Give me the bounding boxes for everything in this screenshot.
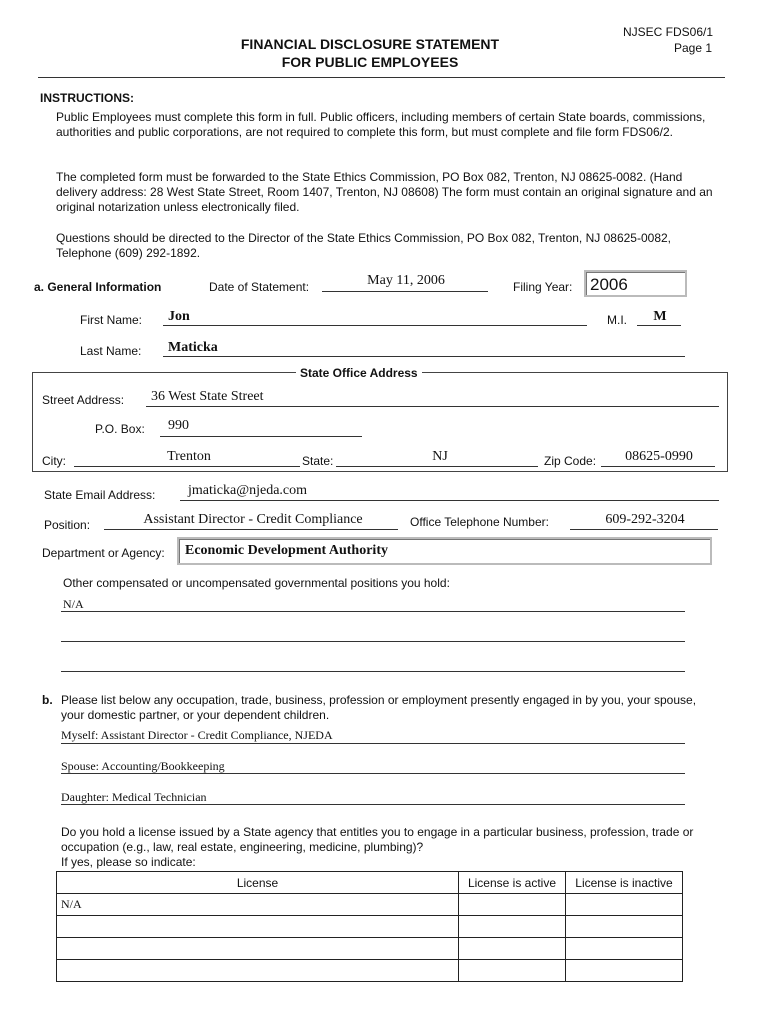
instructions-paragraph-2: The completed form must be forwarded to the State Ethics Commission, PO Box 082, Trenton, NJ 08625-0082. (Hand delivery address: 28 West State Street, Room 1407, Trenton, NJ 08608) The form must contain an original signature and an original notarization unless electronically filed. — [56, 170, 713, 214]
occupation-entry-1[interactable]: Myself: Assistant Director - Credit Compliance, NJEDA — [61, 728, 333, 742]
section-a-heading: a. General Information — [34, 280, 162, 294]
city-underline — [74, 466, 300, 467]
license-table-header — [57, 872, 683, 894]
zip-underline — [601, 466, 715, 467]
license-table — [56, 871, 683, 982]
street-field[interactable]: 36 West State Street — [151, 389, 264, 404]
license-cell[interactable] — [57, 916, 459, 938]
first-name-underline — [163, 325, 587, 326]
dept-value: Economic Development Authority — [185, 543, 388, 558]
table-row — [57, 916, 683, 938]
last-name-field[interactable]: Maticka — [168, 340, 218, 355]
page-number: Page 1 — [674, 41, 713, 55]
city-field[interactable]: Trenton — [167, 449, 211, 464]
active-cell[interactable] — [459, 894, 566, 916]
state-field[interactable]: NJ — [432, 449, 448, 464]
license-question: Do you hold a license issued by a State agency that entitles you to engage in a particular business, profession, trade or occupation (e.g., law, real estate, engineering, medicine, plumbing)? — [61, 825, 694, 854]
phone-underline — [570, 529, 718, 530]
mi-underline — [637, 325, 681, 326]
table-row — [57, 894, 683, 916]
section-b-letter: b. — [42, 693, 53, 707]
po-box-field[interactable]: 990 — [168, 418, 189, 433]
zip-field[interactable]: 08625-0990 — [625, 449, 693, 464]
first-name-label: First Name: — [80, 313, 143, 327]
active-cell[interactable] — [459, 960, 566, 982]
page-subtitle: FOR PUBLIC EMPLOYEES — [281, 54, 459, 70]
inactive-cell[interactable] — [566, 894, 683, 916]
position-field[interactable]: Assistant Director - Credit Compliance — [143, 512, 363, 527]
filing-year-label: Filing Year: — [513, 280, 573, 294]
instructions-paragraph-1: Public Employees must complete this form in full. Public officers, including members of certain State boards, commissions, authorities and public corporations, are not required to complete this form, but must complete and file form FDS06/2. — [56, 110, 706, 139]
zip-label: Zip Code: — [544, 454, 597, 468]
inactive-col-header: License is inactive — [566, 872, 683, 894]
po-box-underline — [160, 436, 362, 437]
filing-year-field[interactable] — [584, 270, 687, 297]
occupation-line-1 — [61, 743, 685, 744]
page-title: FINANCIAL DISCLOSURE STATEMENT — [240, 36, 500, 52]
phone-label: Office Telephone Number: — [410, 515, 549, 529]
office-address-heading: State Office Address — [296, 366, 422, 380]
inactive-cell[interactable] — [566, 938, 683, 960]
active-cell[interactable] — [459, 938, 566, 960]
city-label: City: — [42, 454, 66, 468]
mi-field[interactable]: M — [653, 309, 667, 324]
position-underline — [104, 529, 398, 530]
other-positions-field[interactable]: N/A — [63, 597, 84, 611]
po-box-label: P.O. Box: — [95, 422, 145, 436]
position-label: Position: — [44, 518, 91, 532]
other-positions-label: Other compensated or uncompensated governmental positions you hold: — [63, 576, 450, 590]
state-label: State: — [302, 454, 334, 468]
section-b-prompt: Please list below any occupation, trade, business, profession or employment presently engaged in by you, your spouse, your domestic partner, or your dependent children. — [61, 693, 697, 722]
other-positions-line-2 — [61, 641, 685, 642]
filing-year-value: 2006 — [590, 275, 628, 294]
email-label: State Email Address: — [44, 488, 156, 502]
license-cell[interactable] — [57, 938, 459, 960]
date-underline — [322, 291, 488, 292]
state-underline — [336, 466, 538, 467]
dept-field[interactable] — [177, 537, 712, 565]
table-row — [57, 938, 683, 960]
email-field[interactable]: jmaticka@njeda.com — [188, 483, 308, 498]
occupation-line-3 — [61, 804, 685, 805]
table-row — [57, 960, 683, 982]
occupation-line-2 — [61, 773, 685, 774]
license-col-header: License — [57, 872, 459, 894]
first-name-field[interactable]: Jon — [168, 309, 190, 324]
header-divider — [38, 77, 725, 78]
street-underline — [146, 406, 719, 407]
active-cell[interactable] — [459, 916, 566, 938]
form-code: NJSEC FDS06/1 — [623, 25, 714, 39]
email-underline — [180, 500, 719, 501]
mi-label: M.I. — [607, 313, 627, 327]
dept-label: Department or Agency: — [42, 546, 165, 560]
street-label: Street Address: — [42, 393, 125, 407]
license-cell[interactable]: N/A — [57, 894, 459, 916]
license-cell[interactable] — [57, 960, 459, 982]
inactive-cell[interactable] — [566, 916, 683, 938]
date-label: Date of Statement: — [209, 280, 310, 294]
license-if-yes: If yes, please so indicate: — [61, 855, 196, 869]
phone-field[interactable]: 609-292-3204 — [605, 512, 685, 527]
occupation-entry-2[interactable]: Spouse: Accounting/Bookkeeping — [61, 759, 225, 773]
date-field[interactable]: May 11, 2006 — [367, 273, 445, 288]
other-positions-line-1 — [61, 611, 685, 612]
inactive-cell[interactable] — [566, 960, 683, 982]
instructions-paragraph-3: Questions should be directed to the Director of the State Ethics Commission, PO Box 082, Trenton, NJ 08625-0082, Telephone (609) 292-1892. — [56, 231, 671, 260]
last-name-label: Last Name: — [80, 344, 142, 358]
active-col-header: License is active — [459, 872, 566, 894]
last-name-underline — [163, 356, 685, 357]
other-positions-line-3 — [61, 671, 685, 672]
instructions-heading: INSTRUCTIONS: — [40, 91, 134, 105]
occupation-entry-3[interactable]: Daughter: Medical Technician — [61, 790, 207, 804]
